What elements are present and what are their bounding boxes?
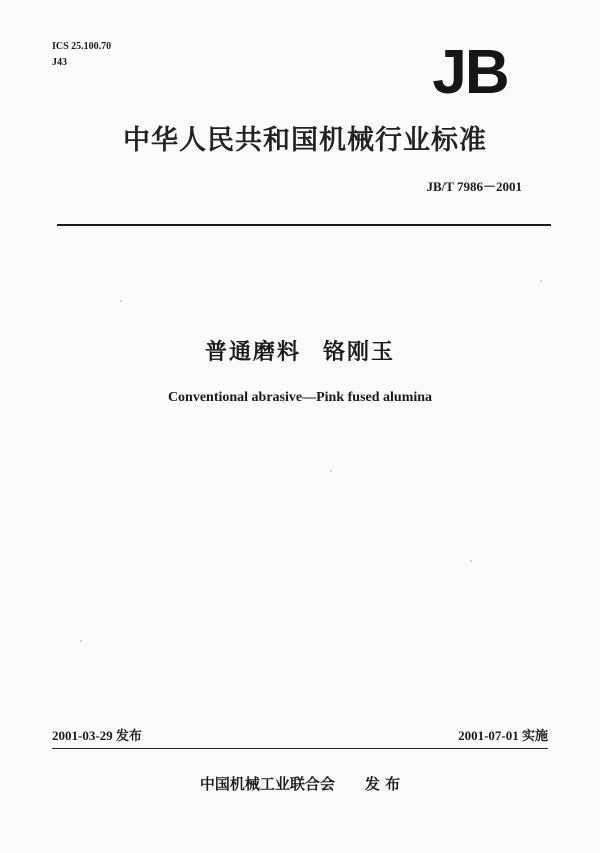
title-chinese	[0, 338, 600, 368]
publisher-action: 发 布	[364, 775, 401, 793]
scan-speck	[80, 640, 82, 642]
scan-speck	[120, 300, 122, 302]
title-cn-part1: 普通磨料	[204, 340, 301, 365]
organization-title: 中华人民共和国机械行业标准	[123, 125, 487, 156]
scan-speck	[330, 470, 332, 472]
title-english: Conventional abrasive—Pink fused alumina	[167, 390, 433, 405]
publisher	[0, 773, 600, 795]
ics-code: ICS 25.100.70	[52, 41, 112, 52]
scan-speck	[470, 560, 472, 562]
jb-logo: JB	[432, 38, 508, 107]
publisher-name: 中国机械工业联合会	[199, 775, 335, 793]
standard-number: JB/T 7986－2001	[426, 179, 522, 194]
classification-code: J43	[52, 57, 67, 68]
header-divider	[57, 224, 551, 226]
scan-speck	[540, 280, 542, 282]
footer-divider	[52, 748, 548, 749]
implementation-date: 2001-07-01 实施	[458, 728, 548, 743]
title-cn-part2: 铬刚玉	[323, 340, 396, 365]
issue-date: 2001-03-29 发布	[52, 728, 142, 743]
